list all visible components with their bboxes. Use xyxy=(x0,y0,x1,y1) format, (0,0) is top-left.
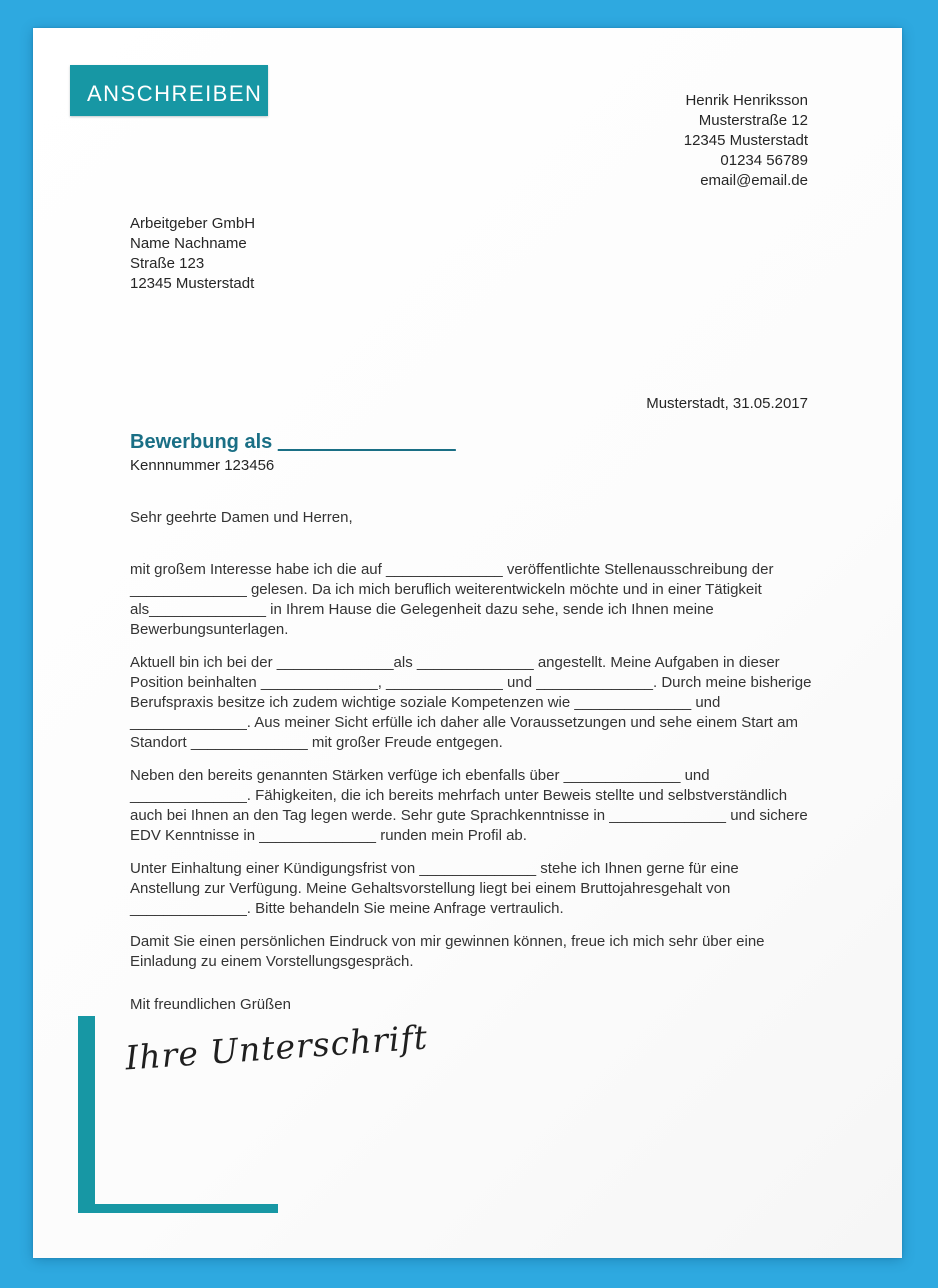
letter-body xyxy=(130,508,812,985)
body-paragraph: mit großem Interesse habe ich die auf ______________ veröffentlichte Stellenausschreibung der ______________ gelesen. Da ich mich beruflich weiterentwickeln möchte und in einer Tätigkeit als______________ in Ihrem Hause die Gelegenheit dazu sehe, sende ich Ihnen meine Bewerbungsunterlagen. xyxy=(130,561,774,638)
body-paragraph: Neben den bereits genannten Stärken verfüge ich ebenfalls über ______________ und ______________. Fähigkeiten, die ich bereits mehrfach unter Beweis stellte und selbstverständlich auch bei Ihnen an den Tag legen werde. Sehr gute Sprachkenntnisse in ______________ und sichere EDV Kenntnisse in ______________ runden mein Profil ab. xyxy=(130,767,808,844)
reference-number: Kennnummer 123456 xyxy=(130,457,275,474)
anschreiben-badge: anschreiben xyxy=(70,65,268,116)
subject-line xyxy=(130,431,456,474)
recipient-name: Name Nachname xyxy=(130,235,247,252)
sender-email: email@email.de xyxy=(700,172,808,189)
salutation: Sehr geehrte Damen und Herren, xyxy=(130,509,353,526)
letter-paper xyxy=(33,28,902,1258)
sender-city: 12345 Musterstadt xyxy=(683,132,808,149)
corner-accent-horizontal xyxy=(78,1204,278,1213)
sender-street: Musterstraße 12 xyxy=(698,112,808,129)
date-line: Musterstadt, 31.05.2017 xyxy=(646,395,808,412)
recipient-address-block xyxy=(130,214,255,294)
sender-phone: 01234 56789 xyxy=(720,152,808,169)
body-paragraph: Unter Einhaltung einer Kündigungsfrist von ______________ stehe ich Ihnen gerne für eine Anstellung zur Verfügung. Meine Gehaltsvorstellung liegt bei einem Bruttojahresgehalt von ______________. Bitte behandeln Sie meine Anfrage vertraulich. xyxy=(130,860,739,917)
subject-blank: ________________ xyxy=(277,431,456,453)
closing: Mit freundlichen Grüßen xyxy=(130,996,291,1013)
handwritten-signature: Ihre Unterschrift xyxy=(124,1017,430,1078)
recipient-street: Straße 123 xyxy=(130,255,205,272)
corner-accent-vertical xyxy=(78,1016,95,1213)
body-paragraph: Aktuell bin ich bei der ______________als ______________ angestellt. Meine Aufgaben in dieser Position beinhalten ______________, ______________ und ______________. Durch meine bisherige Berufspraxis besitze ich zudem wichtige soziale Kompetenzen wie ______________ und ______________. Aus meiner Sicht erfülle ich daher alle Voraussetzungen und sehe einem Start am Standort ______________ mit großer Freude entgegen. xyxy=(130,654,812,751)
sender-name: Henrik Henriksson xyxy=(685,92,808,109)
recipient-company: Arbeitgeber GmbH xyxy=(130,215,256,232)
body-paragraph: Damit Sie einen persönlichen Eindruck von mir gewinnen können, freue ich mich sehr über eine Einladung zu einem Vorstellungsgespräch. xyxy=(130,933,765,970)
sender-address-block xyxy=(684,91,808,191)
subject-title: Bewerbung als xyxy=(130,431,278,453)
recipient-city: 12345 Musterstadt xyxy=(130,275,255,292)
